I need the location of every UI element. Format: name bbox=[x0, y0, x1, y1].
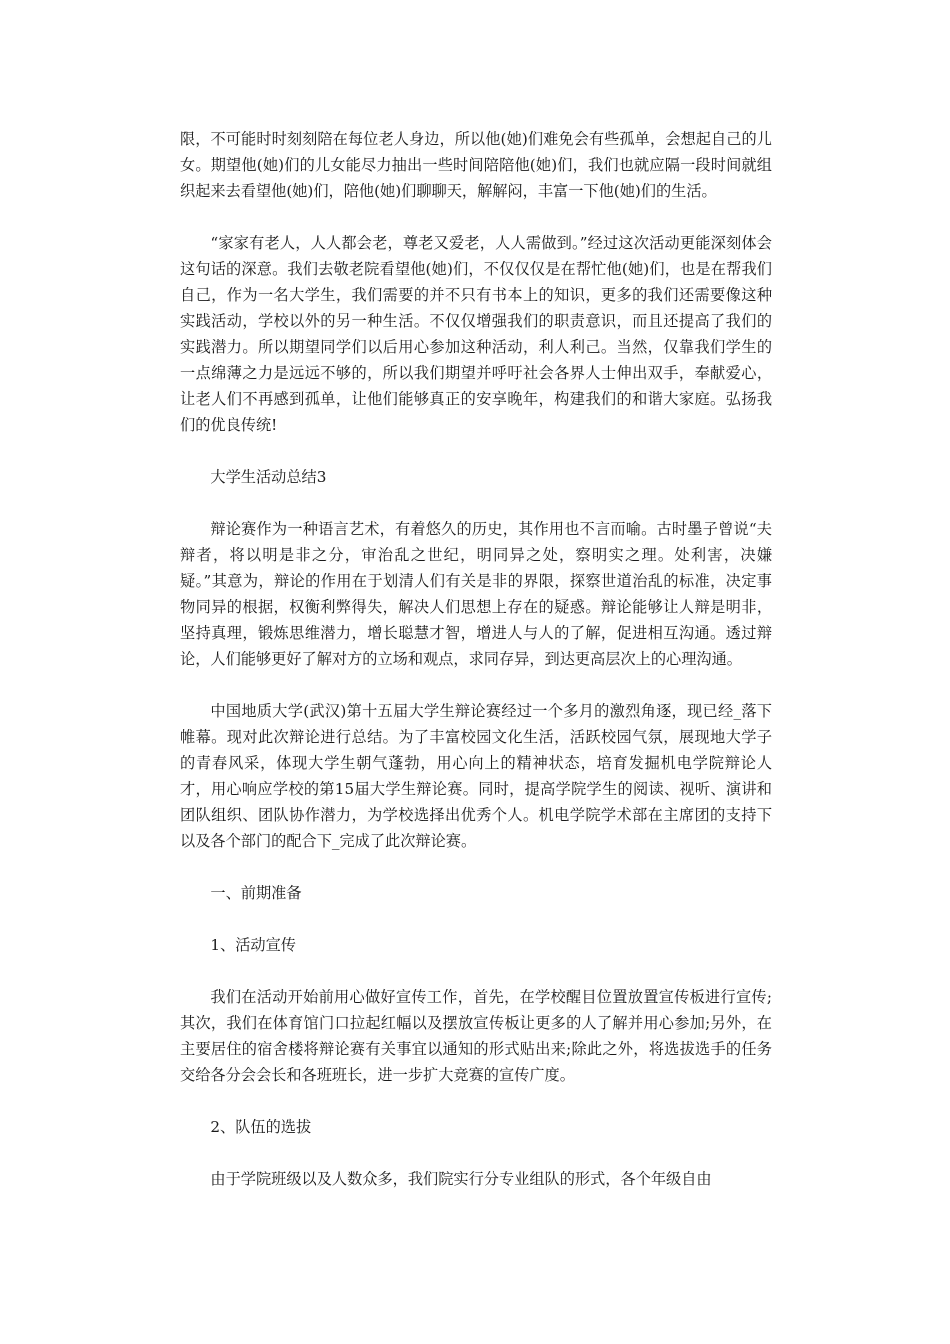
paragraph-elderly-intro: 限，不可能时时刻刻陪在每位老人身边，所以他(她)们难免会有些孤单，会想起自己的儿女。期望他(她)们的儿女能尽力抽出一些时间陪陪他(她)们，我们也就应隔一段时间就组织起来去看望他(她)们，陪他(她)们聊聊天，解解闷，丰富一下他(她)们的生活。 bbox=[180, 130, 772, 200]
paragraph-respect-elders: “家家有老人，人人都会老，尊老又爱老，人人需做到。”经过这次活动更能深刻体会这句话的深意。我们去敬老院看望他(她)们，不仅仅仅是在帮忙他(她)们，也是在帮我们自己，作为一名大学生，我们需要的并不只有书本上的知识，更多的我们还需要像这种实践活动，学校以外的另一种生活。不仅仅增强我们的职责意识，而且还提高了我们的实践潜力。所以期望同学们以后用心参加这种活动，利人利己。当然，仅靠我们学生的一点绵薄之力是远远不够的，所以我们期望并呼吁社会各界人士伸出双手，奉献爱心，让老人们不再感到孤单，让他们能够真正的安享晚年，构建我们的和谐大家庭。弘扬我们的优良传统! bbox=[180, 234, 772, 434]
heading-team-selection: 2、队伍的选拔 bbox=[210, 1118, 312, 1136]
paragraph-debate-art: 辩论赛作为一种语言艺术，有着悠久的历史，其作用也不言而喻。古时墨子曾说“夫辩者，将以明是非之分，审治乱之世纪，明同异之处，察明实之理。处利害，决嫌疑。”其意为，辩论的作用在于划清人们有关是非的界限，探察世道治乱的标准，决定事物同异的根据，权衡利弊得失，解决人们思想上存在的疑惑。辩论能够让人辩是明非，坚持真理，锻炼思维潜力，增长聪慧才智，增进人与人的了解，促进相互沟通。透过辩论，人们能够更好了解对方的立场和观点，求同存异，到达更高层次上的心理沟通。 bbox=[180, 520, 772, 668]
paragraph-debate-contest: 中国地质大学(武汉)第十五届大学生辩论赛经过一个多月的激烈角逐，现已经_落下帷幕。现对此次辩论进行总结。为了丰富校园文化生活，活跃校园气氛，展现地大学子的青春风采，体现大学生朝气蓬勃，用心向上的精神状态，培育发掘机电学院辩论人才，用心响应学校的第15届大学生辩论赛。同时，提高学院学生的阅读、视听、演讲和团队组织、团队协作潜力，为学校选择出优秀个人。机电学院学术部在主席团的支持下以及各个部门的配合下_完成了此次辩论赛。 bbox=[180, 702, 772, 850]
heading-publicity: 1、活动宣传 bbox=[210, 936, 296, 954]
paragraph-publicity: 我们在活动开始前用心做好宣传工作，首先，在学校醒目位置放置宣传板进行宣传;其次，我们在体育馆门口拉起红幅以及摆放宣传板让更多的人了解并用心参加;另外，在主要居住的宿舍楼将辩论赛有关事宜以通知的形式贴出来;除此之外，将选拔选手的任务交给各分会会长和各班班长，进一步扩大竞赛的宣传广度。 bbox=[180, 988, 772, 1084]
heading-preparation: 一、前期准备 bbox=[210, 884, 302, 902]
document-page bbox=[180, 126, 772, 1218]
section-title-summary-3: 大学生活动总结3 bbox=[210, 468, 327, 486]
paragraph-team-selection: 由于学院班级以及人数众多，我们院实行分专业组队的形式，各个年级自由 bbox=[210, 1170, 712, 1188]
